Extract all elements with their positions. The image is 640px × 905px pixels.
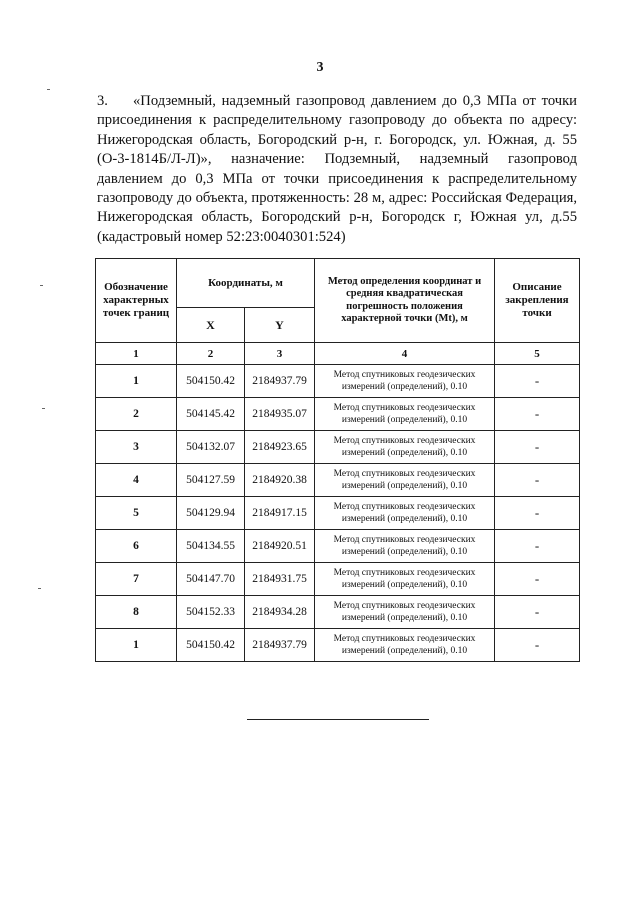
- point-label: 1: [96, 629, 177, 662]
- description-cell: -: [495, 497, 580, 530]
- table-row: [96, 629, 580, 662]
- description-cell: -: [495, 629, 580, 662]
- x-coordinate: 504134.55: [177, 530, 245, 563]
- column-number: 1: [96, 343, 177, 365]
- method-cell: Метод спутниковых геодезических измерений (определений), 0.10: [315, 464, 495, 497]
- method-cell: Метод спутниковых геодезических измерений (определений), 0.10: [315, 365, 495, 398]
- header-y: Y: [245, 308, 315, 343]
- table-row: [96, 365, 580, 398]
- method-cell: Метод спутниковых геодезических измерений (определений), 0.10: [315, 431, 495, 464]
- x-coordinate: 504147.70: [177, 563, 245, 596]
- header-description: Описание закрепления точки: [495, 259, 580, 343]
- page-number: 3: [316, 60, 324, 75]
- header-coordinates: Координаты, м: [177, 259, 315, 308]
- y-coordinate: 2184917.15: [245, 497, 315, 530]
- table-row: [96, 431, 580, 464]
- point-label: 5: [96, 497, 177, 530]
- y-coordinate: 2184920.38: [245, 464, 315, 497]
- y-coordinate: 2184935.07: [245, 398, 315, 431]
- point-label: 1: [96, 365, 177, 398]
- description-cell: -: [495, 596, 580, 629]
- x-coordinate: 504132.07: [177, 431, 245, 464]
- x-coordinate: 504145.42: [177, 398, 245, 431]
- paragraph-number: 3.: [97, 93, 108, 109]
- table-row: [96, 497, 580, 530]
- table-row: [96, 530, 580, 563]
- column-number: 5: [495, 343, 580, 365]
- method-cell: Метод спутниковых геодезических измерений (определений), 0.10: [315, 398, 495, 431]
- method-cell: Метод спутниковых геодезических измерений (определений), 0.10: [315, 596, 495, 629]
- method-cell: Метод спутниковых геодезических измерений (определений), 0.10: [315, 497, 495, 530]
- column-number: 2: [177, 343, 245, 365]
- header-points: Обозначение характерных точек границ: [96, 259, 177, 343]
- x-coordinate: 504127.59: [177, 464, 245, 497]
- header-x: X: [177, 308, 245, 343]
- x-coordinate: 504152.33: [177, 596, 245, 629]
- x-coordinate: 504129.94: [177, 497, 245, 530]
- table-row: [96, 398, 580, 431]
- table-row: [96, 464, 580, 497]
- x-coordinate: 504150.42: [177, 629, 245, 662]
- description-cell: -: [495, 431, 580, 464]
- point-label: 2: [96, 398, 177, 431]
- paragraph-text: «Подземный, надземный газопровод давлением до 0,3 МПа от точки присоединения к распределительному газопроводу до объекта по адресу: Нижегородская область, Богородский р-н, г. Богородск, ул. Южная, д. 55 (О-3-1814Б/Л-Л)», назначение: Подземный, надземный газопровод давлением до 0,3 МПа от точки присоединения к распределительному газопроводу до объекта, протяженность: 28 м, адрес: Российская Федерация, Нижегородская область, Богородский р-н, Богородск г, Южная ул, д.55 (кадастровый номер 52:23:0040301:524): [97, 93, 577, 245]
- point-label: 6: [96, 530, 177, 563]
- description-cell: -: [495, 398, 580, 431]
- separator-line: [247, 719, 429, 720]
- y-coordinate: 2184920.51: [245, 530, 315, 563]
- coordinates-table: [95, 258, 580, 662]
- table-row: [96, 563, 580, 596]
- scan-speck: [38, 588, 41, 589]
- y-coordinate: 2184937.79: [245, 365, 315, 398]
- header-method: Метод определения координат и средняя квадратическая погрешность положения характерной точки (Mt), м: [315, 259, 495, 343]
- method-cell: Метод спутниковых геодезических измерений (определений), 0.10: [315, 563, 495, 596]
- x-coordinate: 504150.42: [177, 365, 245, 398]
- point-label: 3: [96, 431, 177, 464]
- scan-speck: [40, 285, 43, 286]
- description-cell: -: [495, 464, 580, 497]
- column-number: 3: [245, 343, 315, 365]
- point-label: 4: [96, 464, 177, 497]
- y-coordinate: 2184937.79: [245, 629, 315, 662]
- description-cell: -: [495, 365, 580, 398]
- y-coordinate: 2184931.75: [245, 563, 315, 596]
- description-cell: -: [495, 563, 580, 596]
- object-description: [97, 92, 577, 247]
- y-coordinate: 2184934.28: [245, 596, 315, 629]
- description-cell: -: [495, 530, 580, 563]
- point-label: 8: [96, 596, 177, 629]
- scan-speck: [47, 89, 50, 90]
- scan-speck: [42, 408, 45, 409]
- method-cell: Метод спутниковых геодезических измерений (определений), 0.10: [315, 530, 495, 563]
- column-number: 4: [315, 343, 495, 365]
- point-label: 7: [96, 563, 177, 596]
- table-row: [96, 596, 580, 629]
- method-cell: Метод спутниковых геодезических измерений (определений), 0.10: [315, 629, 495, 662]
- y-coordinate: 2184923.65: [245, 431, 315, 464]
